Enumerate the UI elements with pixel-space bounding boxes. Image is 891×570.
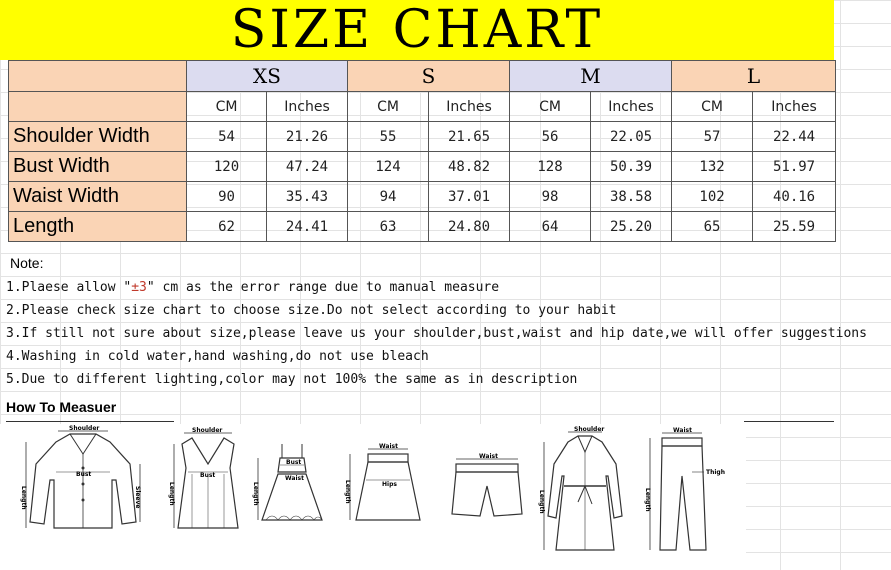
table-cell: 47.24 [267,152,348,182]
sleeve-label: Sleeve [134,486,141,509]
pants-measure-figure [636,424,736,554]
table-cell: 25.20 [591,212,672,242]
row-label: Length [9,212,187,242]
shoulder-label: Shoulder [69,425,100,432]
length-label: Length [644,488,651,512]
unit-inches: Inches [267,92,348,122]
note-line-5: 5.Due to different lighting,color may not 100% the same as in description [6,372,578,387]
divider-line [6,421,174,422]
length-label: Length [344,480,351,504]
thigh-label: Thigh [706,469,725,476]
size-header-row [9,61,836,92]
table-cell: 102 [672,182,753,212]
size-l-header: L [672,61,836,92]
table-cell: 21.26 [267,122,348,152]
how-to-measure-title: How To Measuer [6,399,117,415]
divider-line [744,421,834,422]
corner-cell [9,61,187,92]
waist-label: Waist [379,443,398,450]
table-cell: 65 [672,212,753,242]
table-cell: 22.05 [591,122,672,152]
measure-illustrations [0,424,746,570]
row-label: Waist Width [9,182,187,212]
table-cell: 55 [348,122,429,152]
table-cell: 128 [510,152,591,182]
size-m-header: M [510,61,672,92]
size-table [8,60,836,242]
length-label: Length [538,490,545,514]
length-label: Length [168,482,175,506]
unit-header-row [9,92,836,122]
table-cell: 50.39 [591,152,672,182]
row-label: Shoulder Width [9,122,187,152]
notes-title: Note: [10,255,44,271]
notes-section [6,250,891,391]
table-cell: 98 [510,182,591,212]
note-line-1 [6,276,891,299]
size-chart-title: SIZE CHART [0,0,834,60]
table-cell: 54 [187,122,267,152]
dress-measure-figure [252,424,332,534]
length-label: Length [252,482,259,506]
table-row [9,182,836,212]
table-cell: 38.58 [591,182,672,212]
bust-label: Bust [286,459,302,466]
table-cell: 90 [187,182,267,212]
table-row [9,212,836,242]
row-label: Bust Width [9,152,187,182]
waist-label: Waist [479,453,498,460]
table-cell: 24.80 [429,212,510,242]
note-line-3: 3.If still not sure about size,please leave us your shoulder,bust,waist and hip date,we will offer suggestions [6,326,867,341]
table-cell: 57 [672,122,753,152]
table-cell: 64 [510,212,591,242]
note-line-4: 4.Washing in cold water,hand washing,do not use bleach [6,349,429,364]
size-xs-header: XS [187,61,348,92]
unit-cm: CM [187,92,267,122]
table-cell: 62 [187,212,267,242]
coat-measure-figure [540,424,630,554]
table-cell: 35.43 [267,182,348,212]
table-cell: 94 [348,182,429,212]
note-line-2: 2.Please check size chart to choose size.Do not select according to your habit [6,303,617,318]
table-cell: 124 [348,152,429,182]
shirt-measure-figure [18,424,148,534]
table-cell: 25.59 [753,212,836,242]
table-cell: 51.97 [753,152,836,182]
table-row [9,152,836,182]
unit-cm: CM [348,92,429,122]
unit-inches: Inches [753,92,836,122]
table-cell: 63 [348,212,429,242]
bust-label: Bust [200,472,216,479]
size-s-header: S [348,61,510,92]
waist-label: Waist [285,475,304,482]
waist-label: Waist [673,427,692,434]
table-cell: 132 [672,152,753,182]
corner-cell-2 [9,92,187,122]
unit-cm: CM [672,92,753,122]
vest-measure-figure [168,424,248,534]
table-cell: 24.41 [267,212,348,242]
table-cell: 56 [510,122,591,152]
skirt-measure-figure [342,424,432,534]
table-cell: 120 [187,152,267,182]
length-label: Length [20,486,27,510]
error-range-value: ±3 [131,280,147,295]
unit-inches: Inches [591,92,672,122]
table-cell: 48.82 [429,152,510,182]
table-cell: 37.01 [429,182,510,212]
note-text: 1.Plaese allow " [6,280,132,295]
shorts-measure-figure [442,424,532,534]
table-cell: 21.65 [429,122,510,152]
unit-cm: CM [510,92,591,122]
hips-label: Hips [382,481,397,488]
table-cell: 40.16 [753,182,836,212]
shoulder-label: Shoulder [192,427,223,434]
table-row [9,122,836,152]
table-cell: 22.44 [753,122,836,152]
shoulder-label: Shoulder [574,426,605,433]
unit-inches: Inches [429,92,510,122]
note-text: " cm as the error range due to manual measure [146,280,500,295]
bust-label: Bust [76,471,92,478]
